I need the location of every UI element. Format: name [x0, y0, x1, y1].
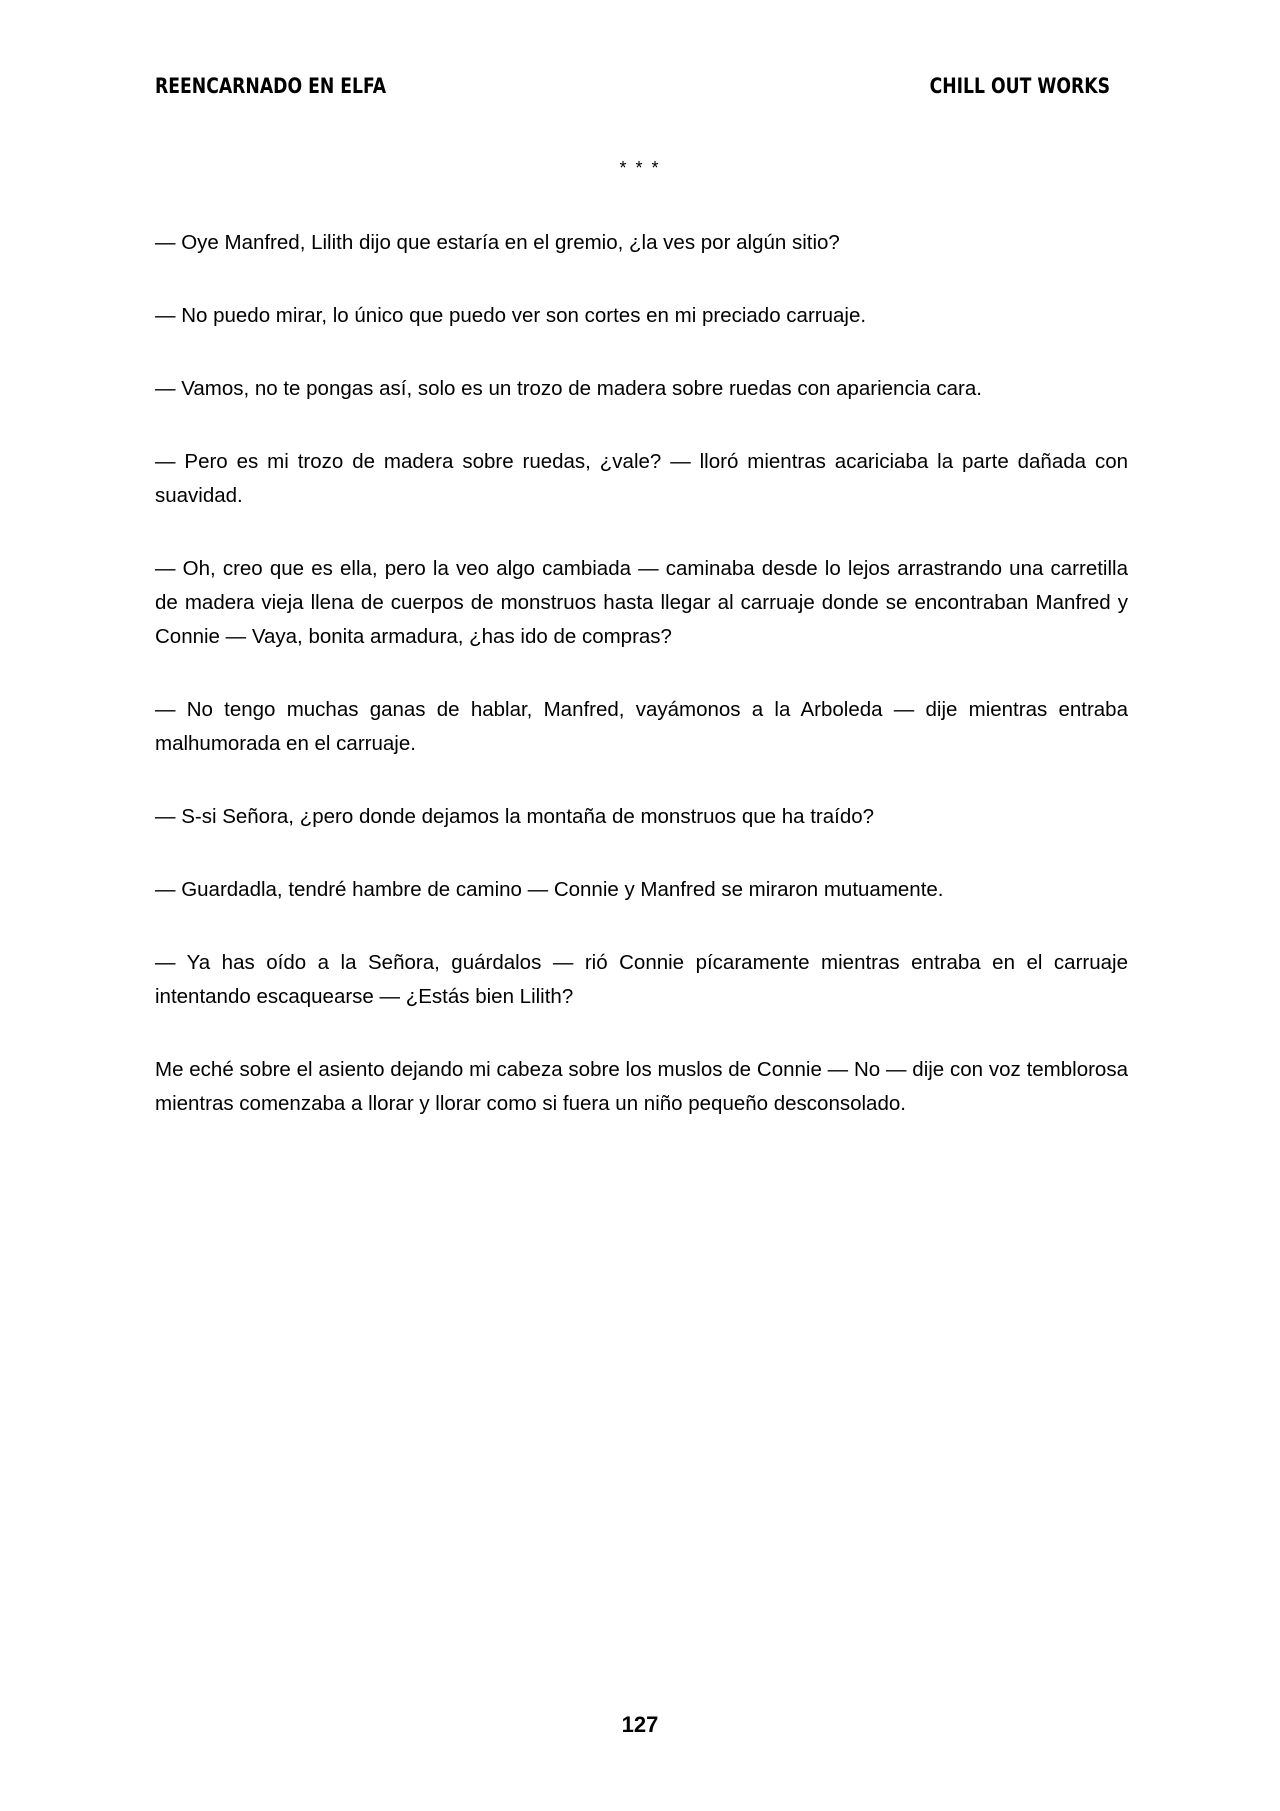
- paragraph: — Ya has oído a la Señora, guárdalos — rió Connie pícaramente mientras entraba en el carruaje intentando escaquearse — ¿Estás bien Lilith?: [155, 951, 1128, 1008]
- scene-separator: * * *: [619, 158, 661, 178]
- paragraph: — Oh, creo que es ella, pero la veo algo cambiada — caminaba desde lo lejos arrastrando una carretilla de madera vieja llena de cuerpos de monstruos hasta llegar al carruaje donde se encontraban Manfred y Connie — Vaya, bonita armadura, ¿has ido de compras?: [155, 557, 1128, 648]
- body-text: [155, 226, 1128, 1160]
- paragraph: Me eché sobre el asiento dejando mi cabeza sobre los muslos de Connie — No — dije con voz temblorosa mientras comenzaba a llorar y llorar como si fuera un niño pequeño desconsolado.: [155, 1058, 1128, 1115]
- paragraph: — Oye Manfred, Lilith dijo que estaría en el gremio, ¿la ves por algún sitio?: [155, 231, 840, 254]
- paragraph: — Guardadla, tendré hambre de camino — Connie y Manfred se miraron mutuamente.: [155, 878, 944, 901]
- page-number: 127: [621, 1712, 659, 1737]
- paragraph: — Vamos, no te pongas así, solo es un trozo de madera sobre ruedas con apariencia cara.: [155, 377, 982, 400]
- paragraph: — S-si Señora, ¿pero donde dejamos la montaña de monstruos que ha traído?: [155, 805, 875, 828]
- paragraph: — No puedo mirar, lo único que puedo ver son cortes en mi preciado carruaje.: [155, 304, 867, 327]
- paragraph: — Pero es mi trozo de madera sobre ruedas, ¿vale? — lloró mientras acariciaba la parte dañada con suavidad.: [155, 450, 1128, 507]
- page-header: [155, 74, 1110, 108]
- header-publisher: CHILL OUT WORKS: [929, 74, 1110, 98]
- header-book-title: REENCARNADO EN ELFA: [155, 74, 387, 98]
- paragraph: — No tengo muchas ganas de hablar, Manfred, vayámonos a la Arboleda — dije mientras entraba malhumorada en el carruaje.: [155, 698, 1128, 755]
